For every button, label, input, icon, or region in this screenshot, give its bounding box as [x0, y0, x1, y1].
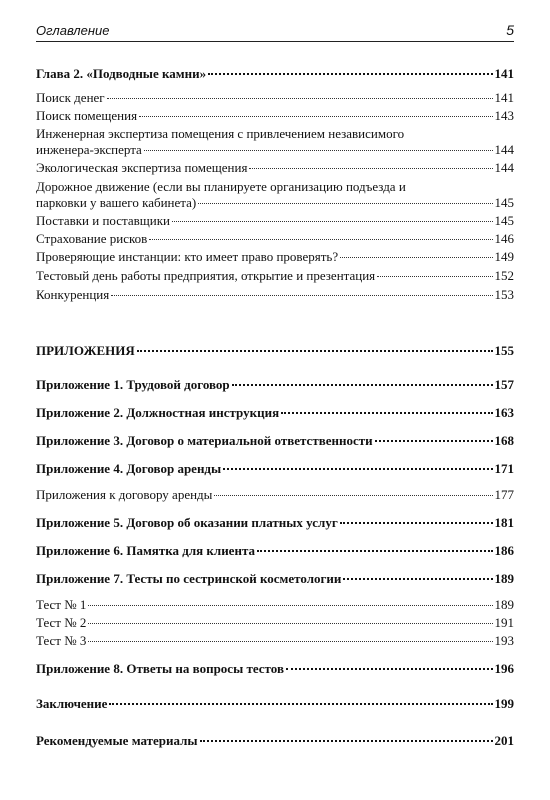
toc-entry[interactable]: инженера-эксперта 144	[36, 142, 514, 157]
toc-entry-appendix-4[interactable]: Приложение 4. Договор аренды 171	[36, 461, 514, 476]
leader-dots	[198, 203, 492, 204]
leader-dots	[249, 168, 492, 169]
toc-entry-appendices[interactable]: ПРИЛОЖЕНИЯ 155	[36, 343, 514, 358]
toc-entry-appendix-8[interactable]: Приложение 8. Ответы на вопросы тестов 196	[36, 661, 514, 676]
toc-entry[interactable]: Поиск помещения 143	[36, 108, 514, 123]
toc-entry-appendix-3[interactable]: Приложение 3. Договор о материальной ответственности 168	[36, 433, 514, 448]
leader-dots	[144, 150, 493, 151]
leader-dots	[377, 276, 492, 277]
leader-dots	[111, 295, 492, 296]
leader-dots	[137, 350, 493, 352]
leader-dots	[139, 116, 492, 117]
leader-dots	[340, 522, 493, 524]
toc-entry[interactable]: Тест № 1 189	[36, 597, 514, 612]
leader-dots	[340, 257, 492, 258]
toc-entry[interactable]: Проверяющие инстанции: кто имеет право проверять? 149	[36, 249, 514, 264]
toc-entry-appendix-6[interactable]: Приложение 6. Памятка для клиента 186	[36, 543, 514, 558]
leader-dots	[172, 221, 493, 222]
leader-dots	[343, 578, 492, 580]
leader-dots	[149, 239, 492, 240]
toc-entry[interactable]: Конкуренция 153	[36, 287, 514, 302]
leader-dots	[257, 550, 493, 552]
toc-entry-chapter-2[interactable]: Глава 2. «Подводные камни» 141	[36, 66, 514, 81]
toc-entry[interactable]: Приложения к договору аренды 177	[36, 487, 514, 502]
leader-dots	[281, 412, 492, 414]
toc-entry[interactable]: Поставки и поставщики 145	[36, 213, 514, 228]
toc-entry-recommended[interactable]: Рекомендуемые материалы 201	[36, 733, 514, 748]
leader-dots	[286, 668, 493, 670]
toc-entry[interactable]: Тест № 2 191	[36, 615, 514, 630]
leader-dots	[88, 605, 492, 606]
leader-dots	[88, 623, 492, 624]
header-title: Оглавление	[36, 23, 110, 38]
toc-entry[interactable]: Поиск денег 141	[36, 90, 514, 105]
leader-dots	[107, 98, 493, 99]
leader-dots	[223, 468, 492, 470]
toc-entry-appendix-5[interactable]: Приложение 5. Договор об оказании платных услуг 181	[36, 515, 514, 530]
running-header	[36, 22, 514, 42]
leader-dots	[375, 440, 493, 442]
toc-entry-conclusion[interactable]: Заключение 199	[36, 696, 514, 711]
toc-page	[36, 22, 514, 748]
toc-entry[interactable]: парковки у вашего кабинета) 145	[36, 195, 514, 210]
toc-entry[interactable]: Тестовый день работы предприятия, открытие и презентация 152	[36, 268, 514, 283]
toc-entry-line1: Инженерная экспертиза помещения с привлечением независимого	[36, 126, 405, 141]
leader-dots	[109, 703, 492, 705]
leader-dots	[200, 740, 493, 742]
leader-dots	[232, 384, 493, 386]
toc-entry-line1: Дорожное движение (если вы планируете организацию подъезда и	[36, 179, 406, 194]
leader-dots	[88, 641, 492, 642]
toc-entry[interactable]: Экологическая экспертиза помещения 144	[36, 160, 514, 175]
leader-dots	[208, 73, 492, 75]
toc-entry-appendix-7[interactable]: Приложение 7. Тесты по сестринской косметологии 189	[36, 571, 514, 586]
leader-dots	[214, 495, 492, 496]
toc-entry[interactable]: Страхование рисков 146	[36, 231, 514, 246]
toc-entry-appendix-2[interactable]: Приложение 2. Должностная инструкция 163	[36, 405, 514, 420]
toc-entry[interactable]: Тест № 3 193	[36, 633, 514, 648]
toc-entry-appendix-1[interactable]: Приложение 1. Трудовой договор 157	[36, 377, 514, 392]
header-page-number: 5	[506, 22, 514, 38]
